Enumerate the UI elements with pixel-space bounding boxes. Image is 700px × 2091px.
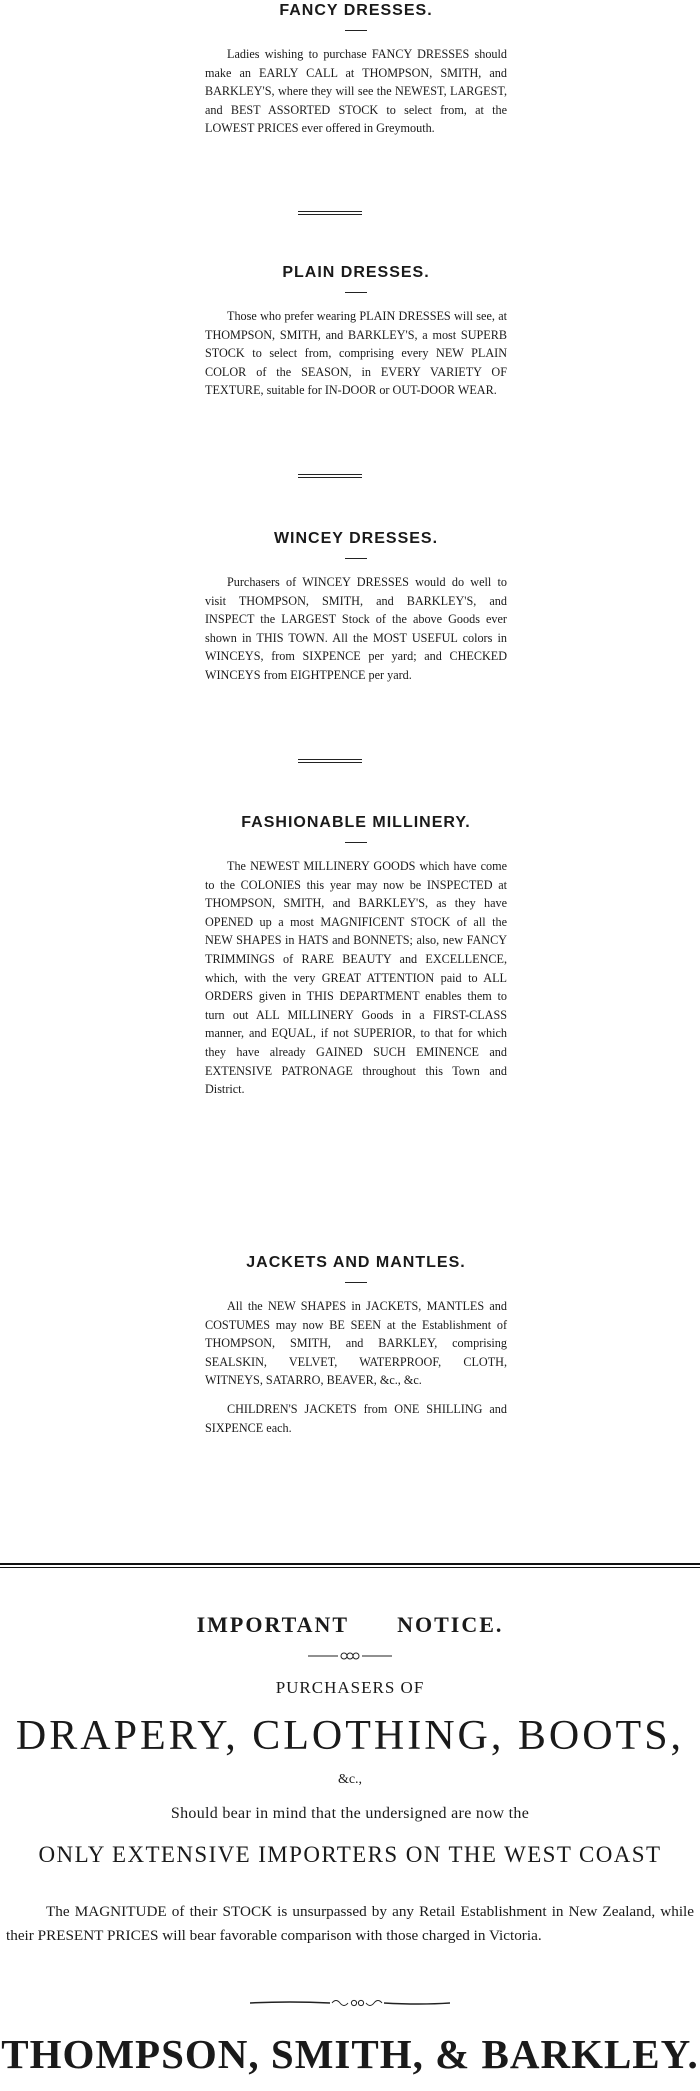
etc-line: &c., — [337, 1772, 363, 1787]
firm-name: THOMPSON, SMITH, & BARKLEY. — [1, 2031, 699, 2077]
section-wincey-dresses — [205, 530, 507, 685]
section-jackets-and-mantles — [205, 1254, 507, 1437]
section-fancy-dresses — [205, 2, 507, 138]
section-fashionable-millinery — [205, 814, 507, 1099]
heading-rule — [345, 558, 367, 559]
section-paragraph: Purchasers of WINCEY DRESSES would do well to visit THOMPSON, SMITH, and BARKLEY'S, and INSPECT the LARGEST Stock of the above Goods ever shown in THIS TOWN. All the MOST USEFUL colors in WINCEYS, from SIXPENCE per yard; and CHECKED WINCEYS from EIGHTPENCE per yard. — [205, 575, 507, 682]
goods-headline: DRAPERY, CLOTHING, BOOTS, — [15, 1713, 685, 1759]
section-separator — [298, 474, 362, 478]
ornament-large — [0, 1996, 700, 2010]
notice-word: NOTICE. — [397, 1612, 504, 1637]
section-heading: FANCY DRESSES. — [279, 2, 433, 19]
section-paragraph: All the NEW SHAPES in JACKETS, MANTLES and COSTUMES may now BE SEEN at the Establishment of THOMPSON, SMITH, and BARKLEY, comprising SEALSKIN, VELVET, WATERPROOF, CLOTH, WITNEYS, SATARRO, BEAVER, &c., &c. — [205, 1299, 507, 1388]
heading-rule — [345, 30, 367, 31]
section-heading: FASHIONABLE MILLINERY. — [241, 814, 471, 831]
section-plain-dresses — [205, 264, 507, 400]
section-heading: PLAIN DRESSES. — [282, 264, 430, 281]
heading-rule — [345, 1282, 367, 1283]
section-heading: JACKETS AND MANTLES. — [246, 1254, 466, 1271]
importers-line: ONLY EXTENSIVE IMPORTERS ON THE WEST COAST — [38, 1842, 662, 1867]
section-heading: WINCEY DRESSES. — [273, 530, 439, 547]
section-separator — [298, 759, 362, 763]
ornament-small — [0, 1650, 700, 1662]
important-notice-heading — [0, 1612, 700, 1638]
section-paragraph: Those who prefer wearing PLAIN DRESSES will see, at THOMPSON, SMITH, and BARKLEY'S, a most SUPERB STOCK to select from, comprising every NEW PLAIN COLOR of the SEASON, in EVERY VARIETY OF TEXTURE, suitable for IN-DOOR or OUT-DOOR WEAR. — [205, 309, 507, 398]
heading-rule — [345, 842, 367, 843]
important-word: IMPORTANT — [196, 1612, 350, 1637]
section-separator — [298, 211, 362, 215]
notice-top-rule — [0, 1563, 700, 1568]
bear-in-mind-line: Should bear in mind that the undersigned are now the — [170, 1805, 530, 1822]
section-paragraph: CHILDREN'S JACKETS from ONE SHILLING and SIXPENCE each. — [205, 1401, 507, 1435]
magnitude-paragraph: The MAGNITUDE of their STOCK is unsurpassed by any Retail Establishment in New Zealand, while their PRESENT PRICES will bear favorable comparison with those charged in Victoria. — [6, 1903, 694, 1944]
purchasers-of: PURCHASERS OF — [275, 1678, 425, 1697]
section-paragraph: The NEWEST MILLINERY GOODS which have come to the COLONIES this year may now be INSPECTED at THOMPSON, SMITH, and BARKLEY'S, as they have OPENED up a most MAGNIFICENT STOCK of all the NEW SHAPES in HATS and BONNETS; also, new FANCY TRIMMINGS of RARE BEAUTY and EXCELLENCE, which, with the very GREAT ATTENTION paid to ALL ORDERS given in THIS DEPARTMENT enables them to turn out ALL MILLINERY Goods in a FIRST-CLASS manner, and EQUAL, if not SUPERIOR, to that for which they have already GAINED SUCH EMINENCE and EXTENSIVE PATRONAGE throughout this Town and District. — [205, 859, 507, 1097]
section-paragraph: Ladies wishing to purchase FANCY DRESSES should make an EARLY CALL at THOMPSON, SMITH, and BARKLEY'S, where they will see the NEWEST, LARGEST, and BEST ASSORTED STOCK to select from, at the LOWEST PRICES ever offered in Greymouth. — [205, 47, 507, 136]
heading-rule — [345, 292, 367, 293]
